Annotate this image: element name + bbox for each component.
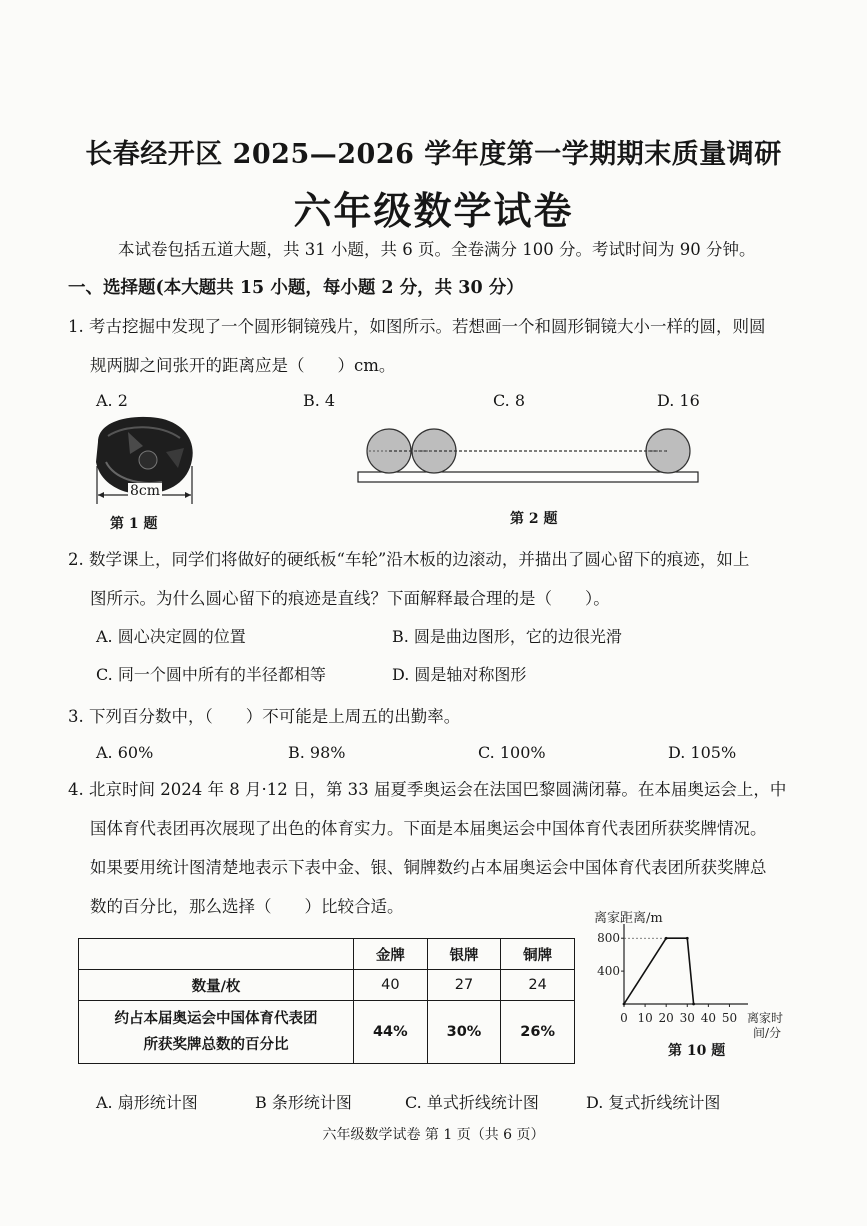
q2-option-a: A. 圆心决定圆的位置 <box>96 627 246 646</box>
chart-caption: 第 10 题 <box>668 1043 726 1059</box>
table-row-label-line2: 所获奖牌总数的百分比 <box>143 1037 289 1053</box>
q3-option-b: B. 98% <box>288 743 346 762</box>
table-header-bronze: 铜牌 <box>501 939 575 970</box>
q1-option-b: B. 4 <box>303 391 336 410</box>
exam-title: 长春经开区 2025—2026 学年度第一学期期末质量调研 <box>85 139 782 170</box>
series-line <box>624 938 694 1004</box>
x-axis-label-line2: 间/分 <box>753 1026 782 1040</box>
table-corner-cell <box>79 939 354 970</box>
q4-line1: 4. 北京时间 2024 年 8 月·12 日，第 33 届夏季奥运会在法国巴黎圆满闭幕。在本届奥运会上，中 <box>68 780 787 799</box>
page-footer: 六年级数学试卷 第 1 页（共 6 页） <box>322 1127 545 1143</box>
table-cell: 26% <box>501 1001 575 1064</box>
table-header-silver: 银牌 <box>427 939 501 970</box>
exam-intro: 本试卷包括五道大题，共 31 小题，共 6 页。全卷满分 100 分。考试时间为 90 分钟。 <box>118 240 756 259</box>
x-tick-label: 10 <box>637 1011 653 1025</box>
table-row-label <box>79 1001 354 1064</box>
q1-option-c: C. 8 <box>493 391 526 410</box>
q4-line2: 国体育代表团再次展现了出色的体育实力。下面是本届奥运会中国体育代表团所获奖牌情况。 <box>90 819 767 838</box>
q4-option-b: B 条形统计图 <box>255 1093 352 1112</box>
q3-option-c: C. 100% <box>478 743 546 762</box>
table-row <box>79 1001 575 1064</box>
table-row-label-line1: 约占本届奥运会中国体育代表团 <box>114 1011 318 1027</box>
table-header-gold: 金牌 <box>354 939 428 970</box>
data-point <box>686 937 689 940</box>
data-point <box>692 1003 695 1006</box>
mirror-length-label: 8cm <box>130 483 161 499</box>
q4-option-c: C. 单式折线统计图 <box>405 1093 539 1112</box>
q2-line1: 2. 数学课上，同学们将做好的硬纸板“车轮”沿木板的边滚动，并描出了圆心留下的痕迹，如上 <box>68 550 750 569</box>
table-header-row <box>79 939 575 970</box>
q2-line2: 图所示。为什么圆心留下的痕迹是直线？下面解释最合理的是（ ）。 <box>90 589 610 608</box>
x-tick-label: 40 <box>700 1011 717 1025</box>
x-axis-label-line1: 离家时 <box>747 1011 784 1025</box>
q2-figure-caption: 第 2 题 <box>510 511 558 527</box>
x-tick-label: 50 <box>721 1011 738 1025</box>
rolling-wheel-figure <box>356 424 701 486</box>
x-tick-label: 0 <box>620 1011 628 1025</box>
table-row <box>79 970 575 1001</box>
table-row-label: 数量/枚 <box>79 970 354 1001</box>
x-tick-label: 30 <box>679 1011 695 1025</box>
q1-line1: 1. 考古挖掘中发现了一个圆形铜镜残片，如图所示。若想画一个和圆形铜镜大小一样的圆，则圆 <box>68 317 766 336</box>
q4-line3: 如果要用统计图清楚地表示下表中金、银、铜牌数约占本届奥运会中国体育代表团所获奖牌总 <box>90 858 767 877</box>
y-tick-label: 400 <box>597 964 620 979</box>
q2-option-b: B. 圆是曲边图形，它的边很光滑 <box>392 627 622 646</box>
y-tick-label: 800 <box>597 931 620 946</box>
q4-option-a: A. 扇形统计图 <box>96 1093 198 1112</box>
distance-time-chart <box>590 908 810 1058</box>
q2-option-d: D. 圆是轴对称图形 <box>392 665 527 684</box>
q3-option-d: D. 105% <box>668 743 737 762</box>
x-tick-label: 20 <box>658 1011 674 1025</box>
q3-option-a: A. 60% <box>96 743 154 762</box>
table-cell: 44% <box>354 1001 428 1064</box>
data-point <box>623 1003 626 1006</box>
q2-option-c: C. 同一个圆中所有的半径都相等 <box>96 665 326 684</box>
table-cell: 30% <box>427 1001 501 1064</box>
q1-option-d: D. 16 <box>657 391 700 410</box>
section-1-heading: 一、选择题(本大题共 15 小题，每小题 2 分，共 30 分） <box>68 278 524 298</box>
q1-line2: 规两脚之间张开的距离应是（ ）cm。 <box>90 356 396 375</box>
q4-option-d: D. 复式折线统计图 <box>586 1093 721 1112</box>
q1-option-a: A. 2 <box>96 391 128 410</box>
q1-caption: 第 1 题 <box>110 516 158 532</box>
table-cell: 24 <box>501 970 575 1001</box>
q3-line1: 3. 下列百分数中，（ ）不可能是上周五的出勤率。 <box>68 707 461 726</box>
exam-subtitle: 六年级数学试卷 <box>293 188 574 233</box>
table-cell: 27 <box>427 970 501 1001</box>
y-axis-label: 离家距离/m <box>594 911 663 926</box>
q4-line4: 数的百分比，那么选择（ ）比较合适。 <box>90 897 404 916</box>
data-point <box>665 937 668 940</box>
medal-table <box>78 938 575 1064</box>
table-cell: 40 <box>354 970 428 1001</box>
